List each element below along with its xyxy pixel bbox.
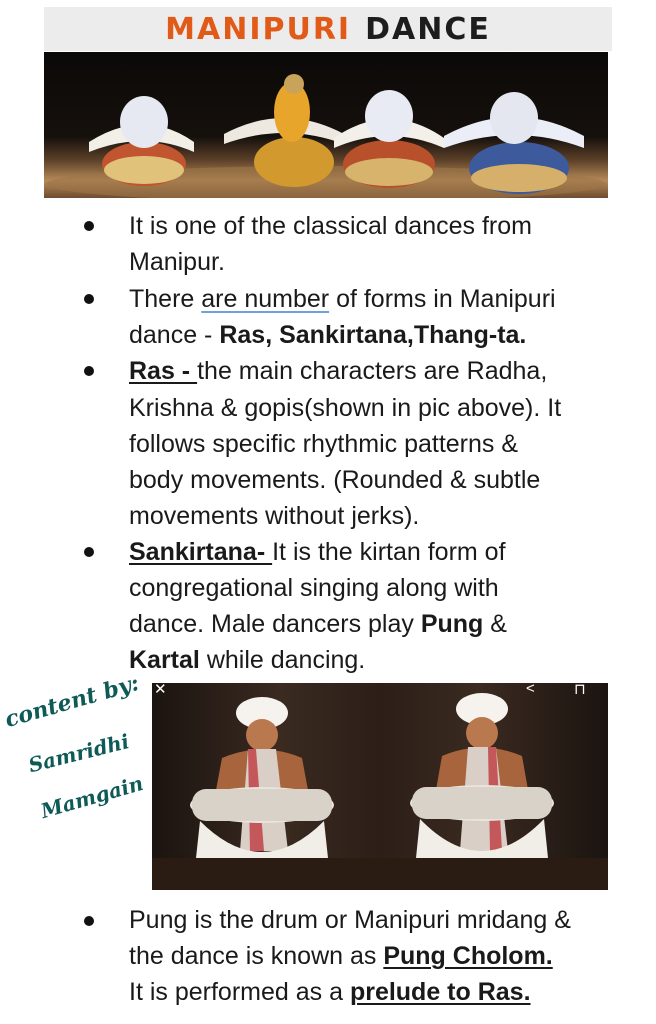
credit-line-2: Samridhi <box>26 729 132 778</box>
dancer-figure <box>89 96 194 186</box>
title-word-manipuri: MANIPURI <box>165 11 352 47</box>
bullet-dot <box>84 366 94 376</box>
bullet-4-line-3: dance. Male dancers play Pung & <box>129 610 507 638</box>
share-icon[interactable]: < <box>526 680 535 697</box>
bullet-dot <box>84 916 94 926</box>
bullet-3-line-1: Ras - the main characters are Radha, <box>129 357 548 385</box>
bullet-dot <box>84 294 94 304</box>
bullet-5-line-1: Pung is the drum or Manipuri mridang & <box>129 906 571 934</box>
bullet-5-line-3: It is performed as a prelude to Ras. <box>129 978 531 1006</box>
credit-line-3: Mamgain <box>38 770 146 824</box>
bullet-3-line-2: Krishna & gopis(shown in pic above). It <box>129 394 562 422</box>
ras-dance-photo <box>44 52 608 198</box>
bullet-1-line-2: Manipur. <box>129 248 225 276</box>
bullet-4-line-2: congregational singing along with <box>129 574 499 602</box>
bullet-5-line-2: the dance is known as Pung Cholom. <box>129 942 553 970</box>
bullet-4-line-1: Sankirtana- It is the kirtan form of <box>129 538 506 566</box>
bullet-dot <box>84 547 94 557</box>
bullet-4-line-4: Kartal while dancing. <box>129 646 366 674</box>
credit-line-1: content by: <box>2 669 143 733</box>
bullet-2-line-2: dance - Ras, Sankirtana,Thang-ta. <box>129 321 527 349</box>
bullet-1-line-1: It is one of the classical dances from <box>129 212 532 240</box>
pung-cholom-photo <box>152 683 608 890</box>
bullet-3-line-4: body movements. (Rounded & subtle <box>129 466 541 494</box>
bullet-2-line-1: There are number of forms in Manipuri <box>129 285 556 313</box>
title-banner <box>44 7 612 51</box>
bullet-dot <box>84 221 94 231</box>
grammar-underline: are number <box>201 285 330 313</box>
bullet-3-line-5: movements without jerks). <box>129 502 420 530</box>
bookmark-icon[interactable]: ⊓ <box>574 681 586 698</box>
title-word-dance: DANCE <box>365 11 491 47</box>
bullet-3-line-3: follows specific rhythmic patterns & <box>129 430 519 458</box>
close-icon[interactable]: ✕ <box>154 681 167 698</box>
